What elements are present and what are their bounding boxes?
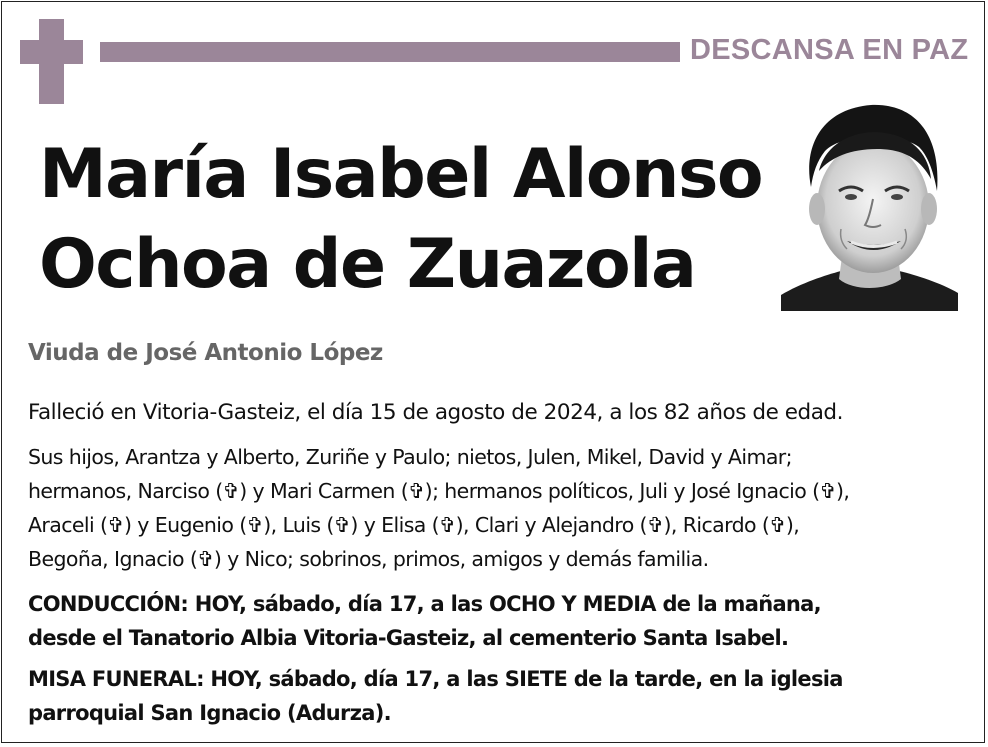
misa-funeral-notice [28,662,978,730]
family-line: Araceli (✞) y Eugenio (✞), Luis (✞) y Elisa (✞), Clari y Alejandro (✞), Ricardo (✞), [28,513,800,537]
header-rule [100,42,680,62]
obituary-card [1,1,985,743]
conduccion-line: desde el Tanatorio Albia Vitoria-Gasteiz, al cementerio Santa Isabel. [28,626,789,650]
misa-line: MISA FUNERAL: HOY, sábado, día 17, a las SIETE de la tarde, en la iglesia [28,667,843,691]
family-line: hermanos, Narciso (✞) y Mari Carmen (✞); hermanos políticos, Juli y José Ignacio (✞), [28,479,850,503]
latin-cross-icon [20,19,83,104]
family-list [28,440,978,576]
misa-line: parroquial San Ignacio (Adurza). [28,701,391,725]
death-notice: Falleció en Vitoria-Gasteiz, el día 15 de agosto de 2024, a los 82 años de edad. [28,400,844,425]
deceased-name-line-1: María Isabel Alonso [39,135,763,214]
portrait-photo [781,99,958,311]
widow-of-line: Viuda de José Antonio López [28,340,383,366]
header-label: DESCANSA EN PAZ [690,34,969,66]
conduccion-line: CONDUCCIÓN: HOY, sábado, día 17, a las OCHO Y MEDIA de la mañana, [28,592,821,616]
family-line: Begoña, Ignacio (✞) y Nico; sobrinos, primos, amigos y demás familia. [28,547,709,571]
family-line: Sus hijos, Arantza y Alberto, Zuriñe y Paulo; nietos, Julen, Mikel, David y Aimar; [28,445,792,469]
deceased-name [39,130,779,310]
deceased-name-line-2: Ochoa de Zuazola [39,225,696,304]
conduccion-notice [28,587,978,655]
